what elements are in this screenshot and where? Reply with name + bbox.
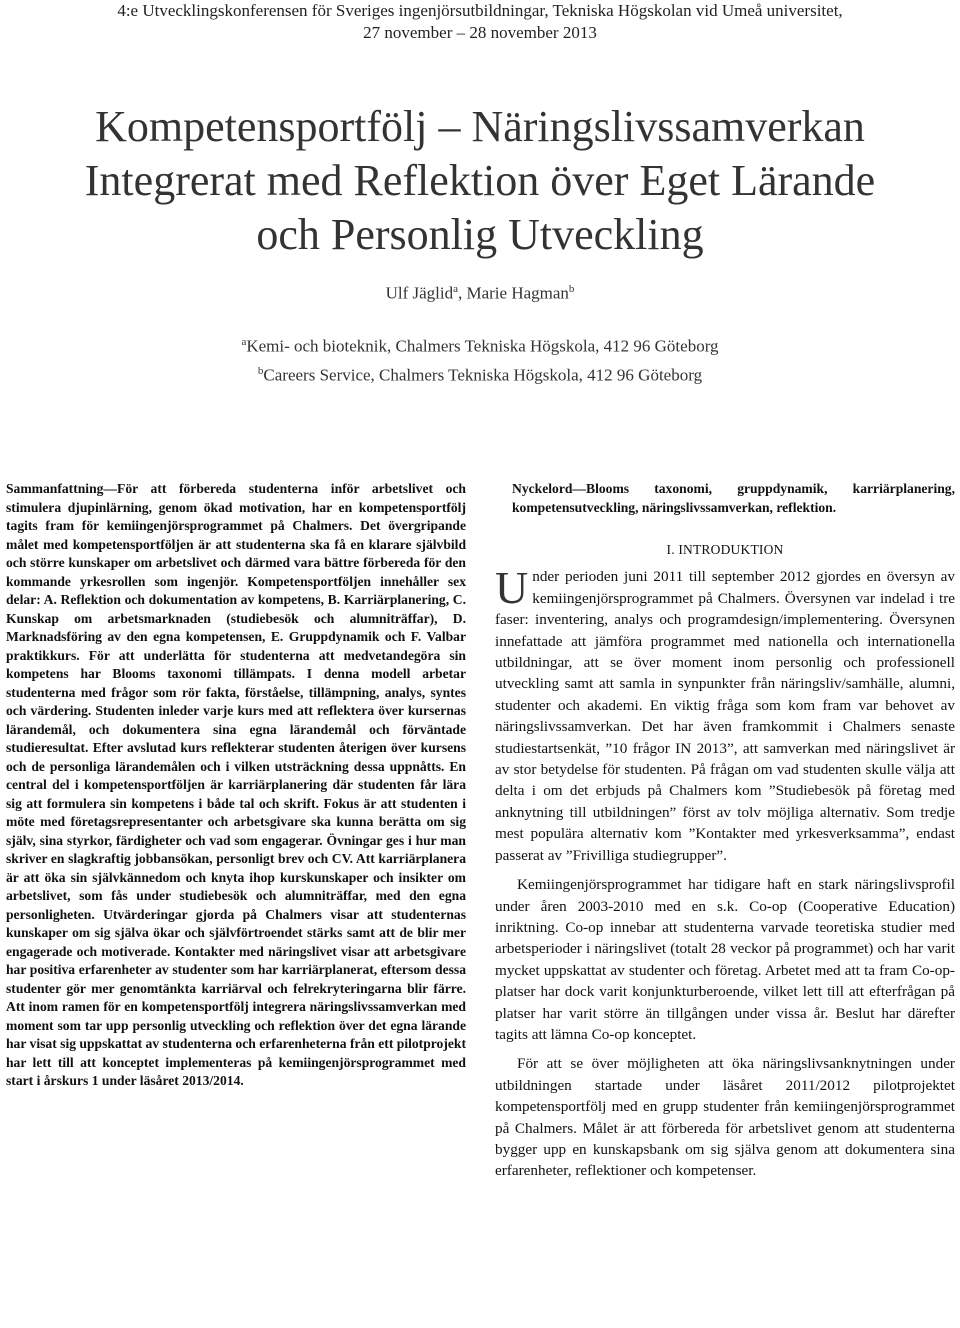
author-1-affil-mark: a (453, 283, 458, 295)
affiliation-a-text: Kemi- och bioteknik, Chalmers Tekniska Högskola, 412 96 Göteborg (246, 336, 719, 356)
left-column (6, 480, 466, 1091)
title-line-1: Kompetensportfölj – Näringslivssamverkan (95, 102, 865, 151)
affiliation-b-text: Careers Service, Chalmers Tekniska Högskola, 412 96 Göteborg (263, 365, 703, 385)
affiliation-a (0, 330, 960, 359)
affiliation-a-mark: a (241, 336, 247, 348)
affiliation-b-mark: b (257, 364, 264, 377)
drop-cap: U (495, 562, 529, 614)
intro-paragraph-1 (495, 562, 955, 866)
author-1: Ulf Jäglid (385, 283, 454, 303)
keywords: Nyckelord—Blooms taxonomi, gruppdynamik, karriärplanering, kompetensutveckling, näringslivssamverkan, reflektion. (512, 481, 955, 515)
paper-title (0, 100, 960, 262)
abstract: Sammanfattning—För att förbereda studenterna inför arbetslivet och stimulera djupinlärning, genom ökad motivation, har en kompetensportfölj tagits fram för kemiingenjörsprogrammet på Chalmers. Det övergripande målet med kompetensportföljen är att studenterna ska få en klarare självbild och större kunskaper om arbetslivet och därmed vara bättre förbereda för den kommande yrkesrollen som ingenjör. Kompetensportföljen innehåller sex delar: A. Reflektion och dokumentation av kompetens, B. Karriärplanering, C. Kunskap om arbetsmarknaden (studiebesök och alumniträffar), D. Marknadsföring av den egna kompetensen, E. Gruppdynamik och F. Valbar praktikkurs. För att underlätta för studenterna att medvetandegöra sin kompetens har Blooms taxonomi tillämpats. I denna modell arbetar studenterna med frågor som rör fakta, förståelse, tillämpning, analys, syntes och värdering. Studenten inleder varje kurs med att reflektera över kursernas lärandemål, och dokumentera sina egna lärandemål och förväntade studieresultat. Efter avslutad kurs reflekterar studenten återigen över kursens och de personliga lärandemålen och i vilken utsträckning dessa uppnåtts. En central del i kompetensportföljen är karriärplanering där studenten får lära sig att formulera sin kompetens i både tal och skrift. Fokus är att studenten i möte med företagsrepresentanter och arbetsgivare ska kunna berätta om sig själv, sina styrkor, färdigheter och vad som engagerar. Övningar ges i hur man skriver en slagkraftig jobbansökan, personligt brev och CV. Att karriärplanera är att öka sin självkännedom och knyta ihop kurskunskaper och insikter om arbetslivet, som fås under studiebesök och alumniträffar, med den egna personligheten. Utvärderingar gjorda på Chalmers visar att studenternas kunskaper om sig själva ökar och självförtroendet stärks samt att de blir mer engagerade och motiverade. Kontakter med näringslivet visar att arbetsgivare har positiva erfarenheter av studenter som har karriärplanerat, eftersom dessa studenter gör mer genomtänkta karriärval och felrekryteringarna blir färre. Att inom ramen för en kompetensportfölj integrera näringslivssamverkan med moment som tar upp personlig utveckling och reflektion över det egna lärande har visat sig uppskattat av studenterna och erfarenheterna från ett pilotprojekt har lett till att konceptet implementeras på kemiingenjörsprogrammet med start i årskurs 1 under läsåret 2013/2014. (6, 481, 466, 1088)
section-heading-introduction: I. INTRODUKTION (666, 542, 784, 557)
author-2-affil-mark: b (568, 283, 575, 295)
author-list (0, 283, 960, 304)
conference-header (0, 0, 960, 44)
title-line-2: Integrerat med Reflektion över Eget Lärande (84, 156, 876, 205)
affiliations (0, 330, 960, 387)
conference-line-2: 27 november – 28 november 2013 (363, 23, 597, 42)
author-2: Marie Hagman (466, 283, 569, 303)
title-line-3: och Personlig Utveckling (256, 210, 704, 259)
intro-paragraph-3: För att se över möjligheten att öka näringslivsanknytningen under utbildningen startade under läsåret 2011/2012 pilotprojektet kompetensportfölj med en grupp studenter från kemiingenjörsprogrammet på Chalmers. Målet är att förbereda för arbetslivet genom att studenterna bygger upp en kunskapsbank om sig själva genom att dokumentera sina erfarenheter, reflektioner och kompetenser. (495, 1055, 955, 1180)
affiliation-b (0, 359, 960, 388)
right-column (495, 480, 955, 1182)
conference-line-1: 4:e Utvecklingskonferensen för Sveriges ingenjörsutbildningar, Tekniska Högskolan vid Umeå universitet, (117, 1, 843, 20)
intro-paragraph-1-text: nder perioden juni 2011 till september 2012 gjordes en översyn av kemiingenjörsprogrammet på Chalmers. Översynen var indelad i tre faser: inventering, analys och programdesign/implementering. Översynen innefattade att jämföra programmet med nationella och internationella utbildningar, att se över moment inom personlig och professionell utveckling samt att samla in synpunkter från näringsliv/samhälle, alumni, studenter och akademi. En viktig fråga som kom fram var behovet av näringslivssamverkan. Det har även framkommit i Chalmers senaste studiestartsenkät, ”10 frågor IN 2013”, att samverkan med näringslivet är av stor betydelse för studenten. På frågan om vad studenten skulle välja att delta i om det erbjuds på Chalmers kom ”Studiebesök på företag med anknytning till utbildningen” först av tolv möjliga alternativ. Som tredje mest populära alternativ kom ”Kontakter med yrkesverksamma”, endast passerat av ”Frivilliga studiegrupper”. (495, 568, 955, 864)
author-separator: , (457, 283, 467, 303)
intro-paragraph-2: Kemiingenjörsprogrammet har tidigare haft en stark näringslivsprofil under åren 2003-2010 med en s.k. Co-op (Cooperative Education) inriktning. Co-op innebar att studenterna varvade teoretiska studier med arbetsperioder i näringslivet (totalt 28 veckor på programmet) och har varit mycket uppskattat av studenter och företag. Arbetet med att ta fram Co-op-platser har dock varit konjunkturberoende, vilket lett till att efterfrågan på platser har varit större än tillgången under vissa år. Beslut har därefter tagits att lämna Co-op konceptet. (495, 876, 955, 1043)
